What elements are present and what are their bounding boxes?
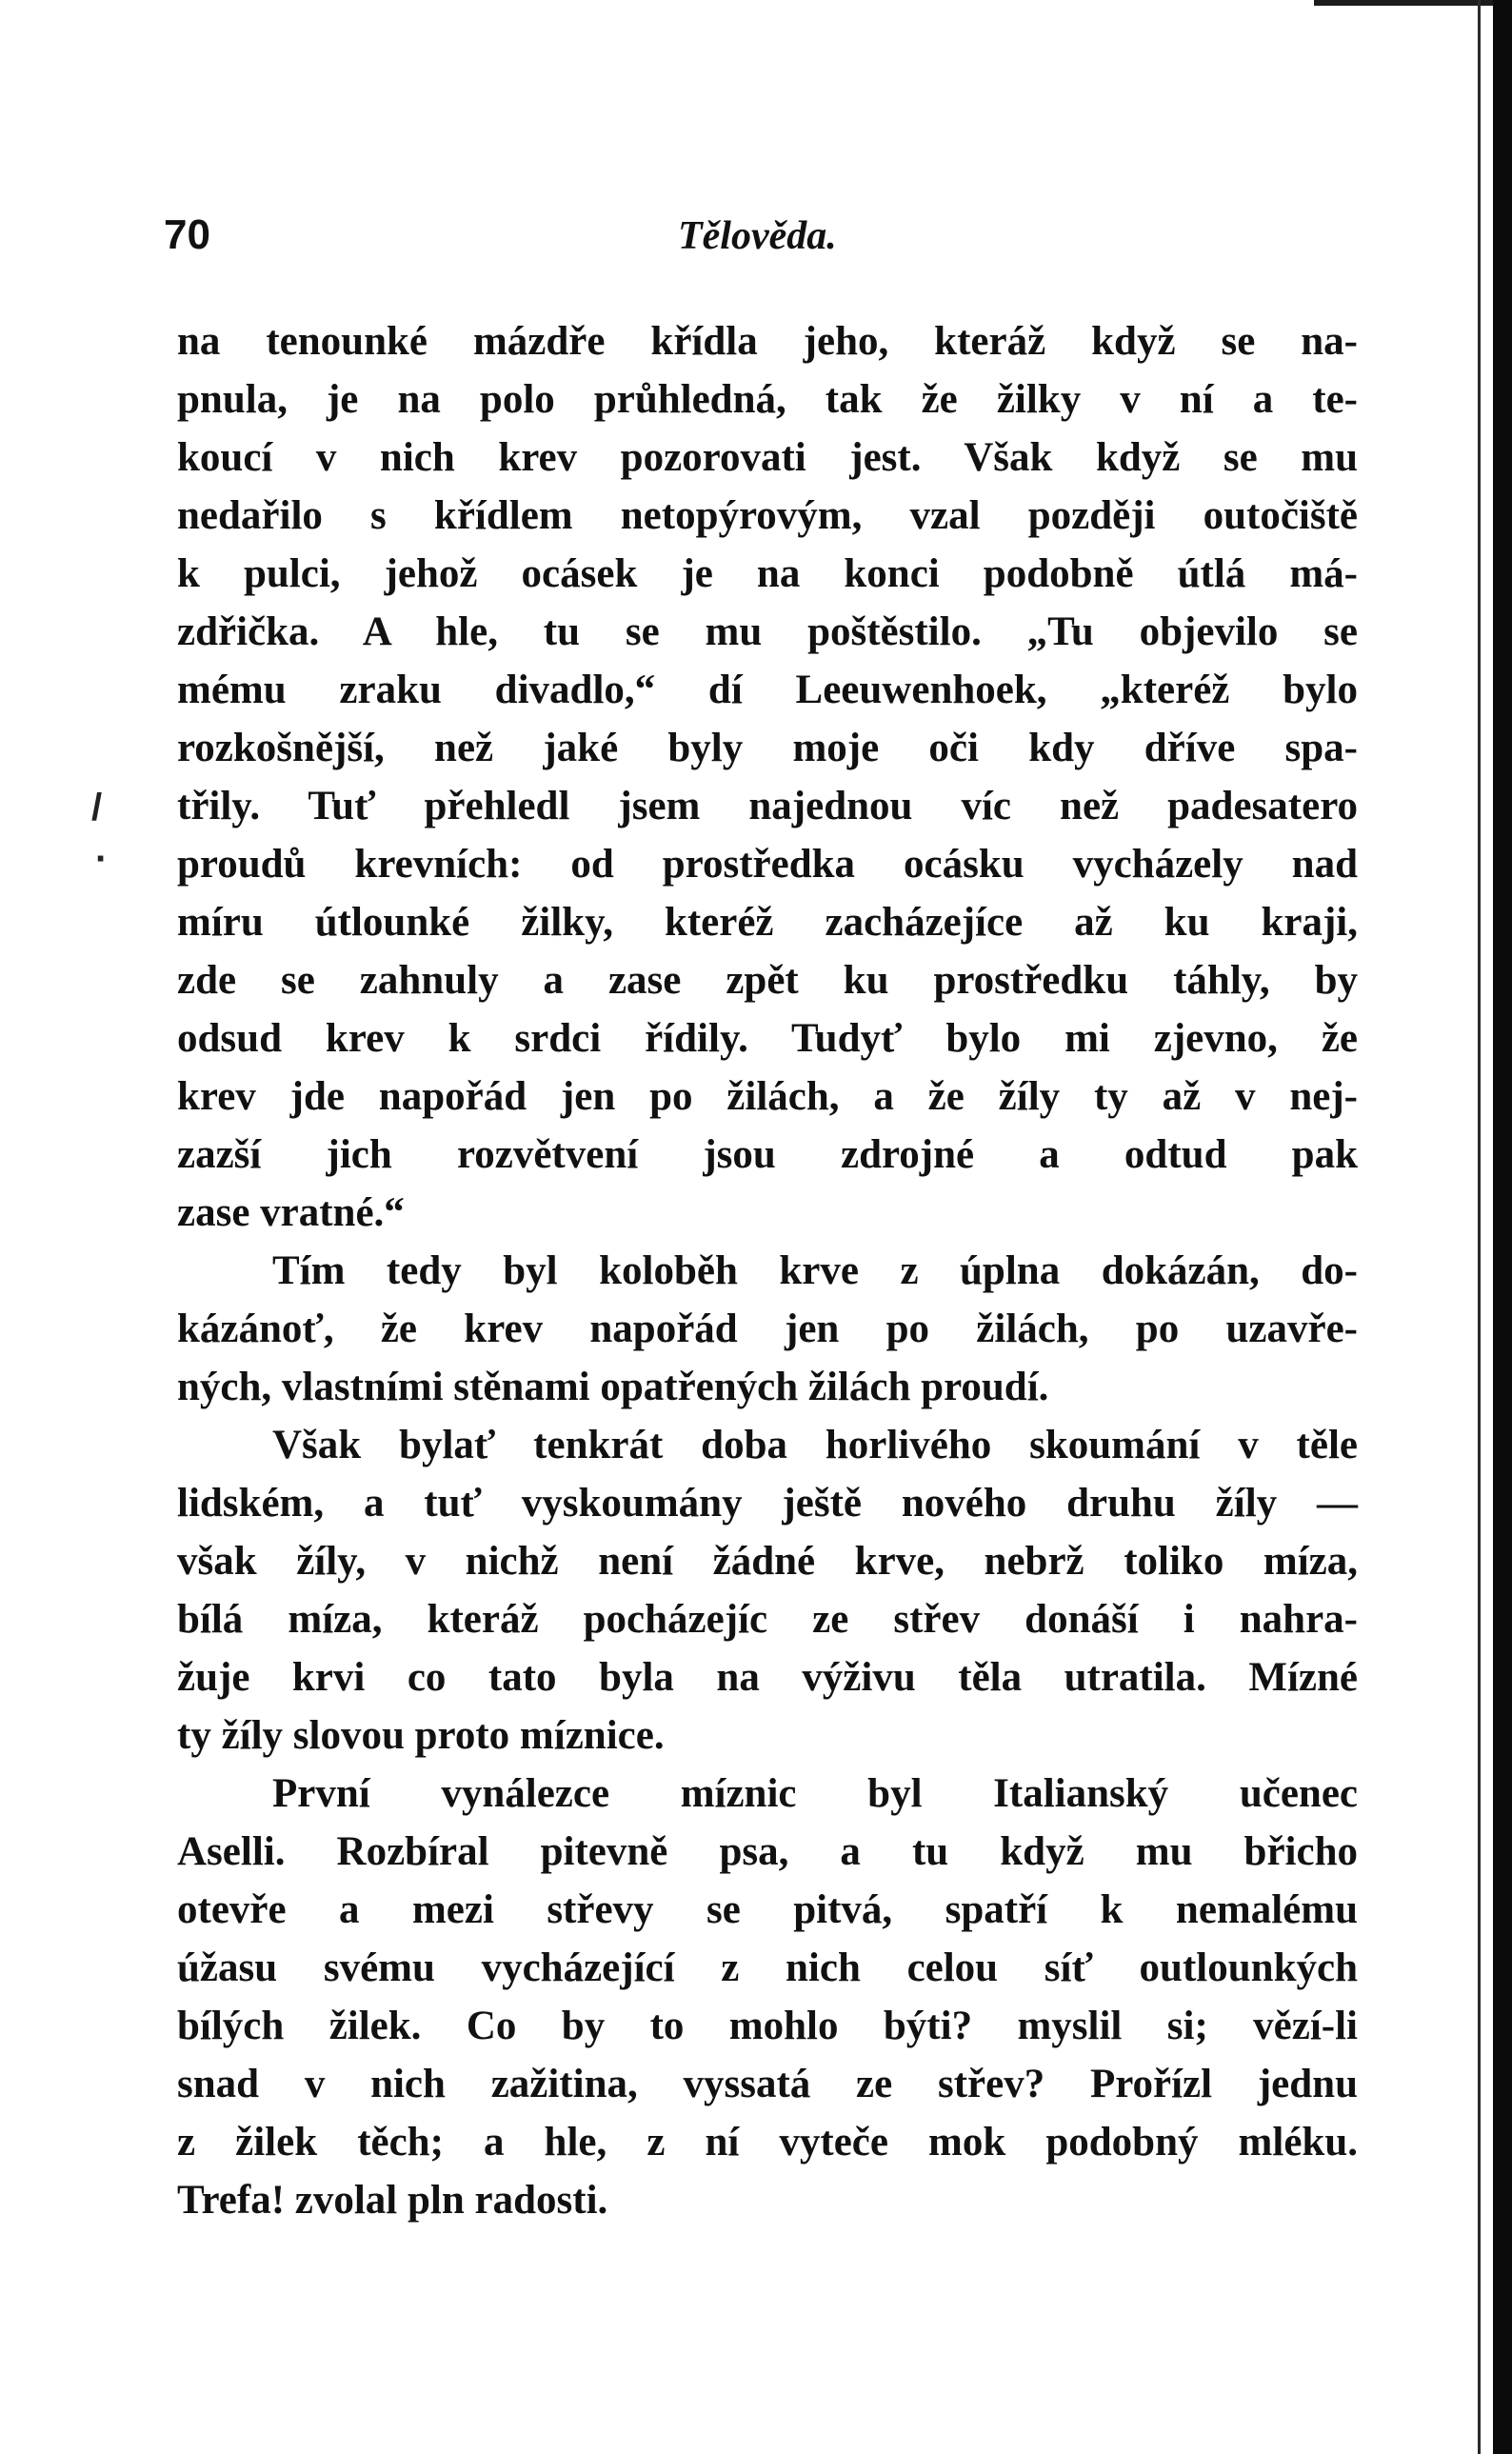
body-text bbox=[177, 312, 1358, 2229]
text-line: míru útlounké žilky, kteréž zacházejíce až ku kraji, bbox=[177, 900, 1358, 945]
scan-edge-line bbox=[1478, 0, 1481, 2454]
text-line: Trefa! zvolal pln radosti. bbox=[177, 2178, 608, 2223]
text-line: První vynálezce míznic byl Italianský učenec bbox=[272, 1771, 1358, 1816]
text-line: úžasu svému vycházející z nich celou síť outlounkých bbox=[177, 1945, 1358, 1990]
text-line: rozkošnější, než jaké byly moje oči kdy dříve spa- bbox=[177, 726, 1358, 770]
text-line: ných, vlastními stěnami opatřených žilách proudí. bbox=[177, 1365, 1049, 1409]
text-line: Však bylať tenkrát doba horlivého skoumání v těle bbox=[272, 1423, 1358, 1467]
margin-mark-dot: · bbox=[95, 838, 109, 880]
text-line: žuje krvi co tato byla na výživu těla utratila. Mízné bbox=[177, 1655, 1358, 1700]
text-line: zde se zahnuly a zase zpět ku prostředku táhly, by bbox=[177, 958, 1358, 1003]
text-line: mému zraku divadlo,“ dí Leeuwenhoek, „kteréž bylo bbox=[177, 668, 1358, 712]
text-line: krev jde napořád jen po žilách, a že žíly ty až v nej- bbox=[177, 1074, 1358, 1119]
text-line: koucí v nich krev pozorovati jest. Však když se mu bbox=[177, 435, 1358, 480]
text-line: zase vratné.“ bbox=[177, 1190, 405, 1235]
text-line: bílá míza, kteráž pocházejíc ze střev donáší i nahra- bbox=[177, 1597, 1358, 1642]
text-line: lidském, a tuť vyskoumány ještě nového druhu žíly — bbox=[177, 1481, 1358, 1526]
scan-edge-right bbox=[1493, 0, 1512, 2454]
text-line: Tím tedy byl koloběh krve z úplna dokázán, do- bbox=[272, 1248, 1358, 1293]
page-title: Tělověda. bbox=[678, 214, 837, 258]
text-line: na tenounké mázdře křídla jeho, kteráž když se na- bbox=[177, 319, 1358, 364]
text-line: snad v nich zažitina, vyssatá ze střev? Prořízl jednu bbox=[177, 2062, 1358, 2106]
text-line: pnula, je na polo průhledná, tak že žilky v ní a te- bbox=[177, 377, 1358, 422]
margin-mark-slash: / bbox=[91, 787, 103, 828]
text-line: bílých žilek. Co by to mohlo býti? myslil si; vězí-li bbox=[177, 2004, 1358, 2048]
text-line: kázánoť, že krev napořád jen po žilách, po uzavře- bbox=[177, 1307, 1358, 1351]
text-line: k pulci, jehož ocásek je na konci podobně útlá má- bbox=[177, 551, 1358, 596]
text-line: proudů krevních: od prostředka ocásku vycházely nad bbox=[177, 842, 1358, 887]
text-line: nedařilo s křídlem netopýrovým, vzal později outočiště bbox=[177, 493, 1358, 538]
text-line: z žilek těch; a hle, z ní vyteče mok podobný mléku. bbox=[177, 2120, 1358, 2165]
text-line: třily. Tuť přehledl jsem najednou víc než padesatero bbox=[177, 784, 1358, 828]
text-line: ty žíly slovou proto míznice. bbox=[177, 1713, 665, 1758]
text-line: zazší jich rozvětvení jsou zdrojné a odtud pak bbox=[177, 1132, 1358, 1177]
text-line: Aselli. Rozbíral pitevně psa, a tu když mu břicho bbox=[177, 1829, 1358, 1874]
text-line: otevře a mezi střevy se pitvá, spatří k nemalému bbox=[177, 1887, 1358, 1932]
text-line: zdřička. A hle, tu se mu poštěstilo. „Tu objevilo se bbox=[177, 609, 1358, 654]
scan-edge-top bbox=[1314, 0, 1512, 6]
running-head bbox=[164, 211, 1360, 265]
text-line: odsud krev k srdci řídily. Tudyť bylo mi zjevno, že bbox=[177, 1016, 1358, 1061]
text-line: však žíly, v nichž není žádné krve, nebrž toliko míza, bbox=[177, 1539, 1358, 1584]
page-number: 70 bbox=[164, 211, 210, 258]
